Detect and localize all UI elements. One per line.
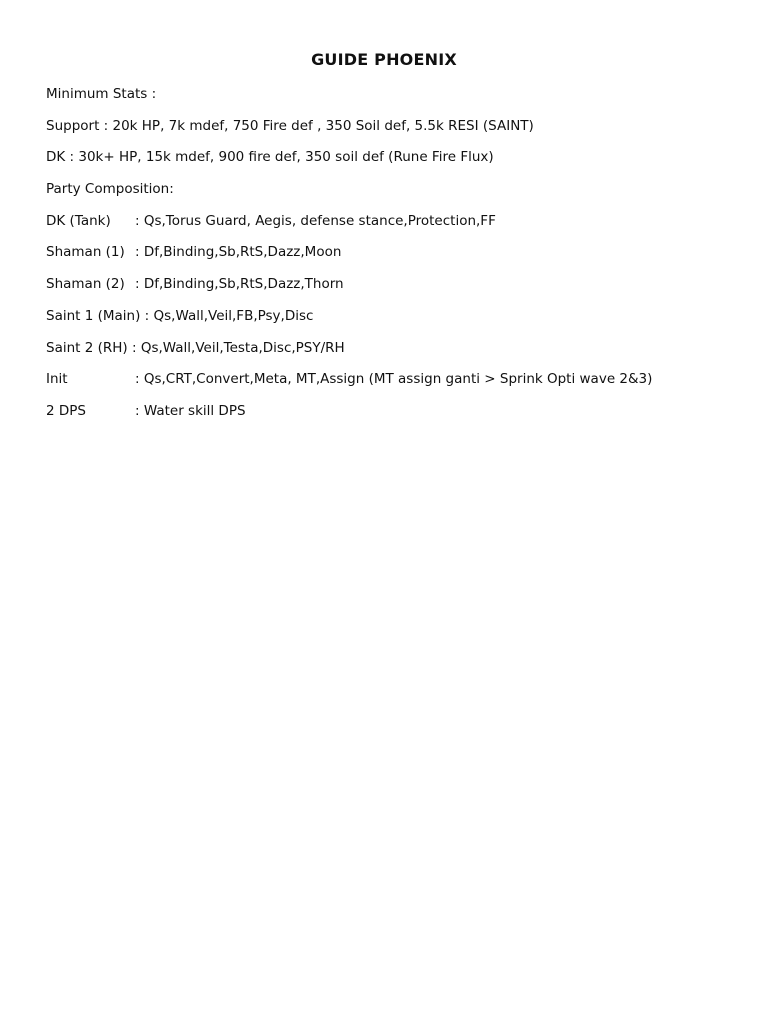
party-role-label: Shaman (1) <box>46 244 125 260</box>
party-role-skills: : Qs,CRT,Convert,Meta, MT,Assign (MT assign ganti > Sprink Opti wave 2&3) <box>135 371 653 387</box>
party-role-label: Saint 2 (RH) <box>46 340 128 356</box>
party-row-shaman-1 <box>46 244 341 260</box>
party-role-label: Shaman (2) <box>46 276 125 292</box>
party-role-skills: : Qs,Wall,Veil,Testa,Disc,PSY/RH <box>131 340 345 356</box>
dk-stats-line: DK : 30k+ HP, 15k mdef, 900 fire def, 350 soil def (Rune Fire Flux) <box>46 149 494 165</box>
party-row-init <box>46 371 652 387</box>
party-role-label: Saint 1 (Main) <box>46 308 141 324</box>
party-role-label: DK (Tank) <box>46 213 111 229</box>
party-row-dk-tank <box>46 213 496 229</box>
party-composition-heading: Party Composition: <box>46 181 174 197</box>
party-role-label: 2 DPS <box>46 403 86 419</box>
party-role-skills: : Water skill DPS <box>135 403 246 419</box>
party-row-2-dps <box>46 403 246 419</box>
party-role-skills: : Df,Binding,Sb,RtS,Dazz,Moon <box>135 244 342 260</box>
party-row-saint-1 <box>46 308 313 324</box>
party-row-saint-2 <box>46 340 345 356</box>
minimum-stats-heading: Minimum Stats : <box>46 86 157 102</box>
party-row-shaman-2 <box>46 276 344 292</box>
party-role-skills: : Qs,Wall,Veil,FB,Psy,Disc <box>144 308 314 324</box>
document-title: GUIDE PHOENIX <box>311 50 457 69</box>
party-role-skills: : Qs,Torus Guard, Aegis, defense stance,Protection,FF <box>135 213 496 229</box>
party-role-label: Init <box>46 371 68 387</box>
party-role-skills: : Df,Binding,Sb,RtS,Dazz,Thorn <box>135 276 344 292</box>
support-stats-line: Support : 20k HP, 7k mdef, 750 Fire def , 350 Soil def, 5.5k RESI (SAINT) <box>46 118 534 134</box>
